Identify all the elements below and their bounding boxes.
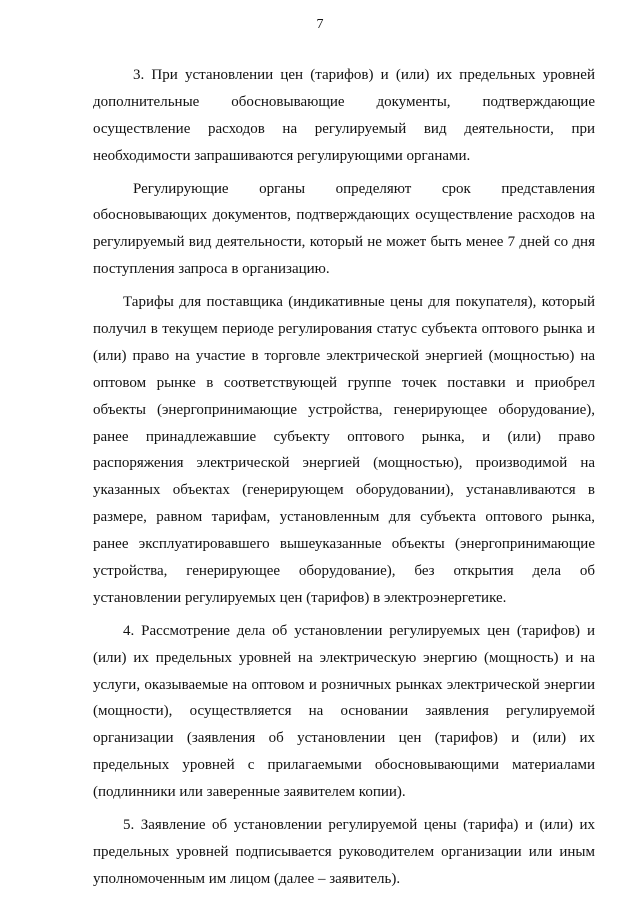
paragraph-line: регулируемый вид деятельности, который не может быть менее 7 дней со дня [93,234,595,251]
paragraph-line: ранее принадлежавшие субъекту оптового рынка, и (или) право [93,428,595,445]
paragraph-line: размере, равном тарифам, установленным для субъекта оптового рынка, [93,509,595,526]
paragraph-line: (или) право на участие в торговле электрической энергией (мощностью) на [93,347,595,364]
paragraph-line: распоряжения электрической энергией (мощностью), производимой на [93,455,595,472]
paragraph-line: получил в текущем периоде регулирования статус субъекта оптового рынка и [93,321,595,338]
paragraph-line: обосновывающих документов, подтверждающих осуществление расходов на [93,207,595,224]
paragraph-line: оптовом рынке в соответствующей группе точек поставки и приобрел [93,374,595,391]
paragraph-5 [93,812,595,893]
page-number: 7 [316,17,324,32]
paragraph-line: указанных объектах (генерирующем оборудовании), устанавливаются в [93,482,595,499]
document-body [93,62,595,893]
paragraph-line: 3. При установлении цен (тарифов) и (или) их предельных уровней [133,67,595,83]
paragraph-line: (мощности), осуществляется на основании заявления регулируемой [93,703,595,720]
paragraph-supplier-tariffs [93,289,595,612]
paragraph-regulators-deadline [93,176,595,284]
paragraph-line: предельных уровней с прилагаемыми обосновывающими материалами [93,757,595,774]
paragraph-4 [93,618,595,806]
paragraph-line: Регулирующие органы определяют срок представления [133,180,595,197]
paragraph-line: 4. Рассмотрение дела об установлении регулируемых цен (тарифов) и [123,622,595,639]
paragraph-line: необходимости запрашиваются регулирующими органами. [93,147,471,164]
paragraph-line: услуги, оказываемые на оптовом и розничных рынках электрической энергии [93,676,595,693]
paragraph-line: дополнительные обосновывающие документы, подтверждающие [93,93,595,110]
paragraph-line: уполномоченным им лицом (далее – заявитель). [93,870,401,887]
paragraph-line: предельных уровней подписывается руководителем организации или иным [93,843,595,860]
paragraph-3 [93,62,595,170]
paragraph-line: установлении регулируемых цен (тарифов) в электроэнергетике. [93,589,507,606]
paragraph-line: (или) их предельных уровней на электрическую энергию (мощность) и на [93,649,595,666]
paragraph-line: (подлинники или заверенные заявителем копии). [93,784,406,801]
paragraph-line: объекты (энергопринимающие устройства, генерирующее оборудование), [93,401,595,418]
paragraph-line: осуществление расходов на регулируемый вид деятельности, при [93,120,595,137]
paragraph-line: Тарифы для поставщика (индикативные цены для покупателя), который [123,294,595,311]
paragraph-line: организации (заявления об установлении цен (тарифов) и (или) их [93,730,595,747]
paragraph-line: ранее эксплуатировавшего вышеуказанные объекты (энергопринимающие [93,536,595,553]
paragraph-line: поступления запроса в организацию. [93,261,330,278]
paragraph-line: 5. Заявление об установлении регулируемой цены (тарифа) и (или) их [123,817,595,834]
paragraph-line: устройства, генерирующее оборудование), без открытия дела об [93,563,595,580]
